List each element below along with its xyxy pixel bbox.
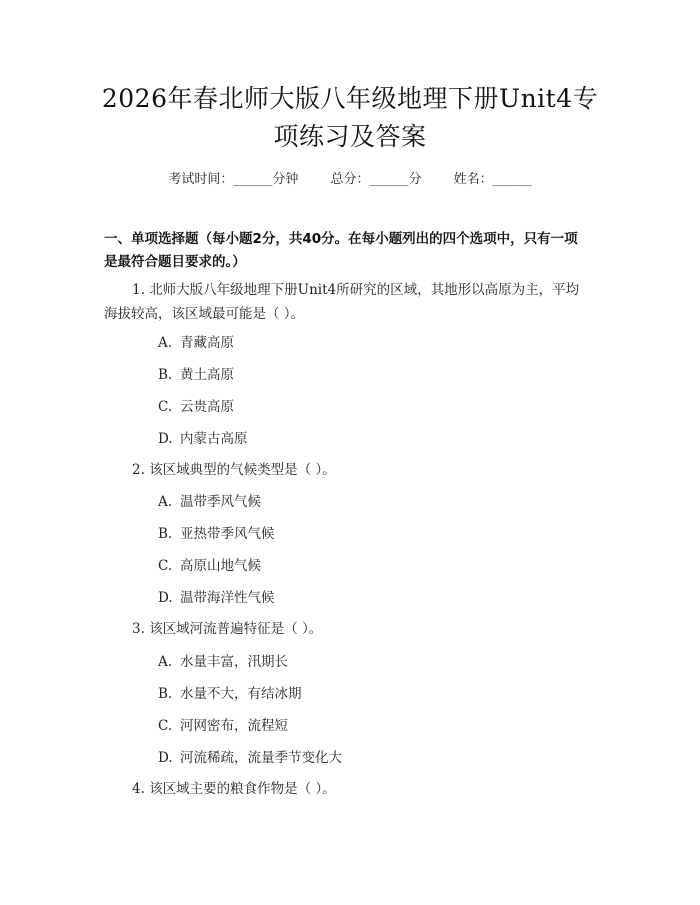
question-stem: 北师大版八年级地理下册Unit4所研究的区域，其地形以高原为主，平均 (149, 282, 580, 298)
exam-meta (0, 168, 700, 187)
question-1-option-b (158, 365, 234, 385)
option-letter: C. (158, 399, 173, 415)
question-3-option-d (158, 748, 342, 768)
option-letter: D. (158, 590, 173, 606)
question-number: 1. (132, 282, 145, 298)
question-4 (104, 777, 604, 801)
total-score: 总分：______分 (330, 172, 422, 187)
document-title (80, 80, 620, 156)
question-stem: 该区域主要的粮食作物是（ ）。 (149, 781, 336, 797)
question-3-option-b (158, 684, 302, 704)
question-number: 2. (132, 462, 145, 478)
option-letter: D. (158, 750, 173, 766)
option-text: 河网密布，流程短 (180, 718, 288, 734)
question-2-option-d (158, 588, 275, 608)
question-2-option-b (158, 524, 275, 544)
question-3 (104, 617, 604, 641)
question-2-option-a (158, 492, 261, 512)
question-stem: 该区域河流普遍特征是（ ）。 (149, 621, 323, 637)
option-text: 温带季风气候 (180, 494, 261, 510)
section-heading (104, 228, 604, 274)
option-text: 黄土高原 (180, 367, 234, 383)
option-text: 水量不大，有结冰期 (180, 686, 302, 702)
question-2-option-c (158, 556, 261, 576)
question-3-option-a (158, 652, 288, 672)
option-text: 水量丰富，汛期长 (180, 654, 288, 670)
option-text: 温带海洋性气候 (180, 590, 275, 606)
section-heading-line-1: 一、单项选择题（每小题2分，共40分。在每小题列出的四个选项中，只有一项 (104, 231, 578, 247)
option-letter: C. (158, 718, 173, 734)
option-letter: D. (158, 431, 173, 447)
student-name: 姓名：______ (453, 172, 532, 187)
option-letter: A. (158, 654, 173, 670)
question-3-option-c (158, 716, 288, 736)
option-text: 内蒙古高原 (180, 431, 248, 447)
question-stem: 该区域典型的气候类型是（ ）。 (149, 462, 336, 478)
option-text: 青藏高原 (180, 335, 234, 351)
option-text: 亚热带季风气候 (180, 526, 275, 542)
question-1-option-d (158, 429, 248, 449)
question-number: 3. (132, 621, 145, 637)
question-stem-continued: 海拔较高，该区域最可能是（ ）。 (104, 306, 305, 322)
option-letter: B. (158, 686, 173, 702)
question-1-option-a (158, 333, 234, 353)
option-letter: C. (158, 558, 173, 574)
title-line-1: 2026年春北师大版八年级地理下册Unit4专 (101, 84, 599, 113)
option-text: 云贵高原 (180, 399, 234, 415)
option-text: 高原山地气候 (180, 558, 261, 574)
section-heading-line-2: 是最符合题目要求的。） (104, 254, 246, 270)
option-letter: A. (158, 494, 173, 510)
question-1 (104, 278, 604, 326)
exam-time: 考试时间：______分钟 (168, 172, 299, 187)
option-text: 河流稀疏，流量季节变化大 (180, 750, 342, 766)
question-number: 4. (132, 781, 145, 797)
title-line-2: 项练习及答案 (273, 122, 427, 151)
option-letter: B. (158, 526, 173, 542)
question-1-option-c (158, 397, 234, 417)
option-letter: B. (158, 367, 173, 383)
option-letter: A. (158, 335, 173, 351)
question-2 (104, 458, 604, 482)
